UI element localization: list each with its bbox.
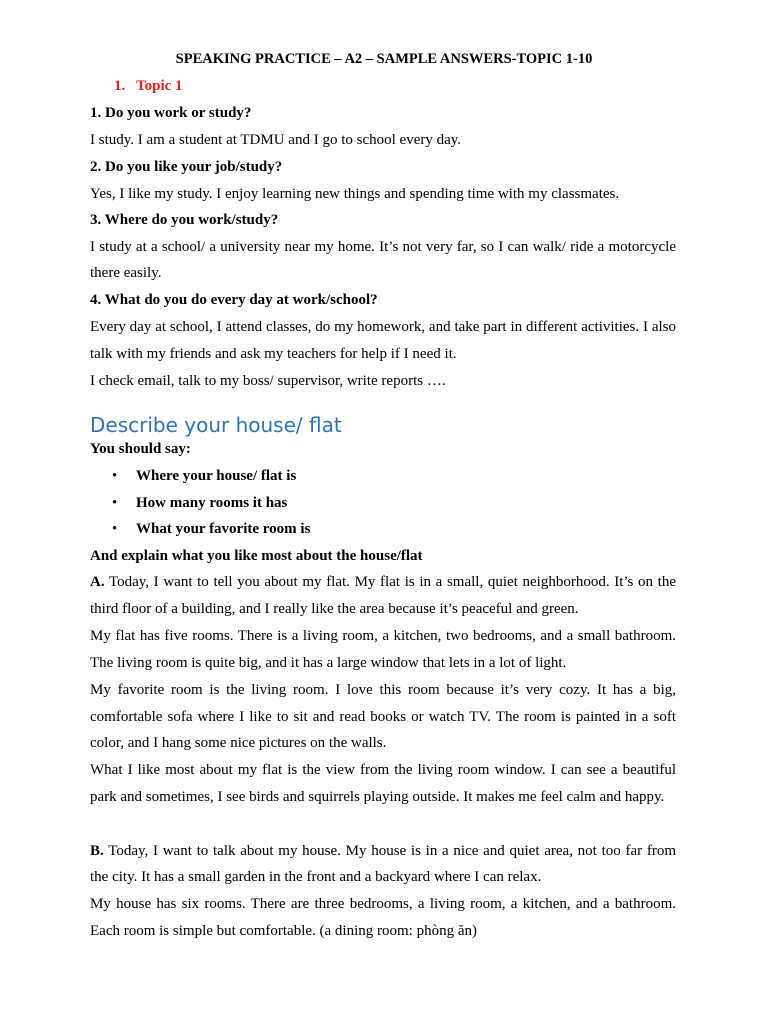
- answer-a-line-9: park and sometimes, I see birds and squirrels playing outside. It makes me feel calm and happy.: [90, 789, 665, 805]
- answer-a-text: Today, I want to tell you about my flat. My flat is in a small, quiet neighborhood. It’s on the: [108, 574, 677, 590]
- answer-a-line-8: What I like most about my flat is the view from the living room window. I can see a beautiful: [90, 762, 676, 778]
- topic-heading: [114, 77, 183, 95]
- answer-4-line-3: I check email, talk to my boss/ supervisor, write reports ….: [90, 373, 446, 389]
- question-3: 3. Where do you work/study?: [90, 212, 279, 228]
- answer-a-line-4: The living room is quite big, and it has a large window that lets in a lot of light.: [90, 655, 567, 671]
- explain-prompt: And explain what you like most about the house/flat: [90, 548, 423, 564]
- answer-3-line-2: there easily.: [90, 265, 162, 281]
- answer-b-line-4: Each room is simple but comfortable. (a dining room: phòng ăn): [90, 923, 477, 939]
- should-say-label: You should say:: [90, 441, 191, 457]
- answer-1: I study. I am a student at TDMU and I go to school every day.: [90, 132, 462, 148]
- answer-a-line-7: color, and I hang some nice pictures on the walls.: [90, 735, 387, 751]
- answer-b-line-3: My house has six rooms. There are three bedrooms, a living room, a kitchen, and a bathroom.: [90, 896, 676, 912]
- answer-b-label: B.: [90, 843, 104, 859]
- bullet-item-location: Where your house/ flat is: [136, 468, 297, 484]
- answer-a-line-5: My favorite room is the living room. I love this room because it’s very cozy. It has a big,: [90, 682, 676, 698]
- bullet-icon: •: [112, 495, 118, 511]
- answer-a-line-6: comfortable sofa where I like to sit and read books or watch TV. The room is painted in a soft: [90, 709, 676, 725]
- answer-4-line-2: talk with my friends and ask my teachers for help if I need it.: [90, 346, 457, 362]
- bullet-item-favorite-room: What your favorite room is: [136, 521, 311, 537]
- bullet-icon: •: [112, 521, 118, 537]
- answer-b-line-1: [90, 842, 676, 860]
- topic-number: 1.: [114, 78, 126, 94]
- question-1: 1. Do you work or study?: [90, 105, 252, 121]
- answer-2: Yes, I like my study. I enjoy learning new things and spending time with my classmates.: [90, 186, 620, 202]
- answer-b-line-2: the city. It has a small garden in the front and a backyard where I can relax.: [90, 869, 542, 885]
- section-heading: Describe your house/ flat: [90, 413, 342, 437]
- bullet-item-rooms: How many rooms it has: [136, 495, 288, 511]
- question-2: 2. Do you like your job/study?: [90, 159, 283, 175]
- question-4: 4. What do you do every day at work/school?: [90, 292, 378, 308]
- answer-a-line-2: third floor of a building, and I really like the area because it’s peaceful and green.: [90, 601, 579, 617]
- topic-label: Topic 1: [136, 78, 183, 94]
- answer-3-line-1: I study at a school/ a university near my home. It’s not very far, so I can walk/ ride a motorcycle: [90, 239, 676, 255]
- document-title: SPEAKING PRACTICE – A2 – SAMPLE ANSWERS-TOPIC 1-10: [175, 51, 593, 67]
- answer-4-line-1: Every day at school, I attend classes, do my homework, and take part in different activities. I also: [90, 319, 676, 335]
- answer-a-line-3: My flat has five rooms. There is a living room, a kitchen, two bedrooms, and a small bathroom.: [90, 628, 676, 644]
- answer-a-label: A.: [90, 574, 105, 590]
- answer-b-text: Today, I want to talk about my house. My house is in a nice and quiet area, not too far from: [108, 843, 676, 859]
- bullet-icon: •: [112, 468, 118, 484]
- answer-a-line-1: [90, 573, 676, 591]
